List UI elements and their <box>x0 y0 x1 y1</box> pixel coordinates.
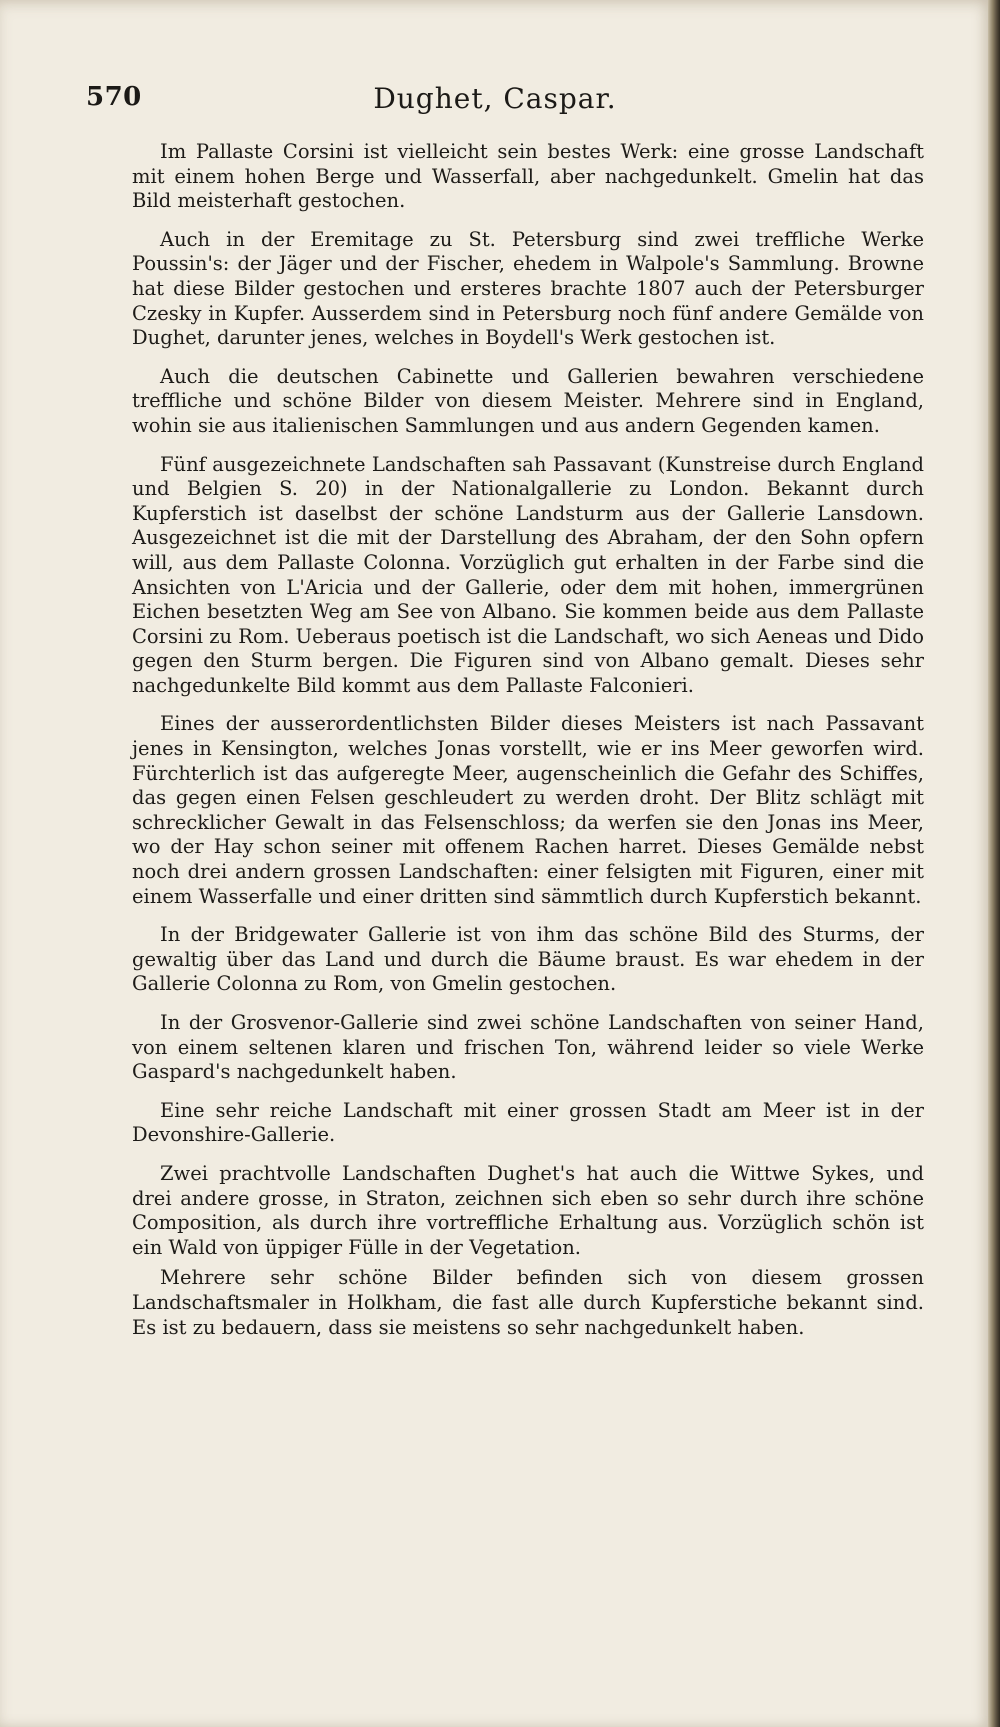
paragraph-7: In der Grosvenor-Gallerie sind zwei schöne Landschaften von seiner Hand, von einem seltenen klaren und frischen Ton, während leider so viele Werke Gaspard's nachgedunkelt haben. <box>132 1011 924 1084</box>
running-title: Dughet, Caspar. <box>373 82 617 115</box>
paragraph-2: Auch in der Eremitage zu St. Petersburg sind zwei treffliche Werke Poussin's: der Jäger und der Fischer, ehedem in Walpole's Sammlung. Browne hat diese Bilder gestochen und ersteres brachte 1807 auch der Petersburger Czesky in Kupfer. Ausserdem sind in Petersburg noch fünf andere Gemälde von Dughet, darunter jenes, welches in Boydell's Werk gestochen ist. <box>132 227 924 350</box>
paragraph-6: In der Bridgewater Gallerie ist von ihm das schöne Bild des Sturms, der gewaltig über das Land und durch die Bäume braust. Es war ehedem in der Gallerie Colonna zu Rom, von Gmelin gestochen. <box>132 923 924 996</box>
paragraph-8: Eine sehr reiche Landschaft mit einer grossen Stadt am Meer ist in der Devonshire-Gallerie. <box>132 1098 924 1147</box>
book-page-edge <box>988 0 1000 1727</box>
paragraph-10: Mehrere sehr schöne Bilder befinden sich von diesem grossen Landschaftsmaler in Holkham, die fast alle durch Kupferstiche bekannt sind. Es ist zu bedauern, dass sie meistens so sehr nachgedunkelt haben. <box>132 1266 924 1339</box>
page-body <box>132 140 924 1354</box>
paragraph-9: Zwei prachtvolle Landschaften Dughet's hat auch die Wittwe Sykes, und drei andere grosse, in Straton, zeichnen sich eben so sehr durch ihre schöne Composition, als durch ihre vortreffliche Erhaltung aus. Vorzüglich schön ist ein Wald von üppiger Fülle in der Vegetation. <box>132 1161 924 1259</box>
paragraph-5: Eines der ausserordentlichsten Bilder dieses Meisters ist nach Passavant jenes in Kensington, welches Jonas vorstellt, wie er ins Meer geworfen wird. Fürchterlich ist das aufgeregte Meer, augenscheinlich die Gefahr des Schiffes, das gegen einen Felsen geschleudert zu werden droht. Der Blitz schlägt mit schrecklicher Gewalt in das Felsenschloss; da werfen sie den Jonas ins Meer, wo der Hay schon seiner mit offenem Rachen harret. Dieses Gemälde nebst noch drei andern grossen Landschaften: einer felsigten mit Figuren, einer mit einem Wasserfalle und einer dritten sind sämmtlich durch Kupferstich bekannt. <box>132 712 924 908</box>
paragraph-4: Fünf ausgezeichnete Landschaften sah Passavant (Kunstreise durch England und Belgien S. 20) in der Nationalgallerie zu London. Bekannt durch Kupferstich ist daselbst der schöne Landsturm aus der Gallerie Lansdown. Ausgezeichnet ist die mit der Darstellung des Abraham, der den Sohn opfern will, aus dem Pallaste Colonna. Vorzüglich gut erhalten in der Farbe sind die Ansichten von L'Aricia und der Gallerie, oder dem mit hohen, immergrünen Eichen besetzten Weg am See von Albano. Sie kommen beide aus dem Pallaste Corsini zu Rom. Ueberaus poetisch ist die Landschaft, wo sich Aeneas und Dido gegen den Sturm bergen. Die Figuren sind von Albano gemalt. Dieses sehr nachgedunkelte Bild kommt aus dem Pallaste Falconieri. <box>132 452 924 697</box>
paragraph-3: Auch die deutschen Cabinette und Gallerien bewahren verschiedene treffliche und schöne Bilder von diesem Meister. Mehrere sind in England, wohin sie aus italienischen Sammlungen und aus andern Gegenden kamen. <box>132 364 924 437</box>
paragraph-1: Im Pallaste Corsini ist vielleicht sein bestes Werk: eine grosse Landschaft mit einem hohen Berge und Wasserfall, aber nachgedunkelt. Gmelin hat das Bild meisterhaft gestochen. <box>132 140 924 213</box>
page-number: 570 <box>86 82 142 112</box>
page-header <box>0 82 990 122</box>
